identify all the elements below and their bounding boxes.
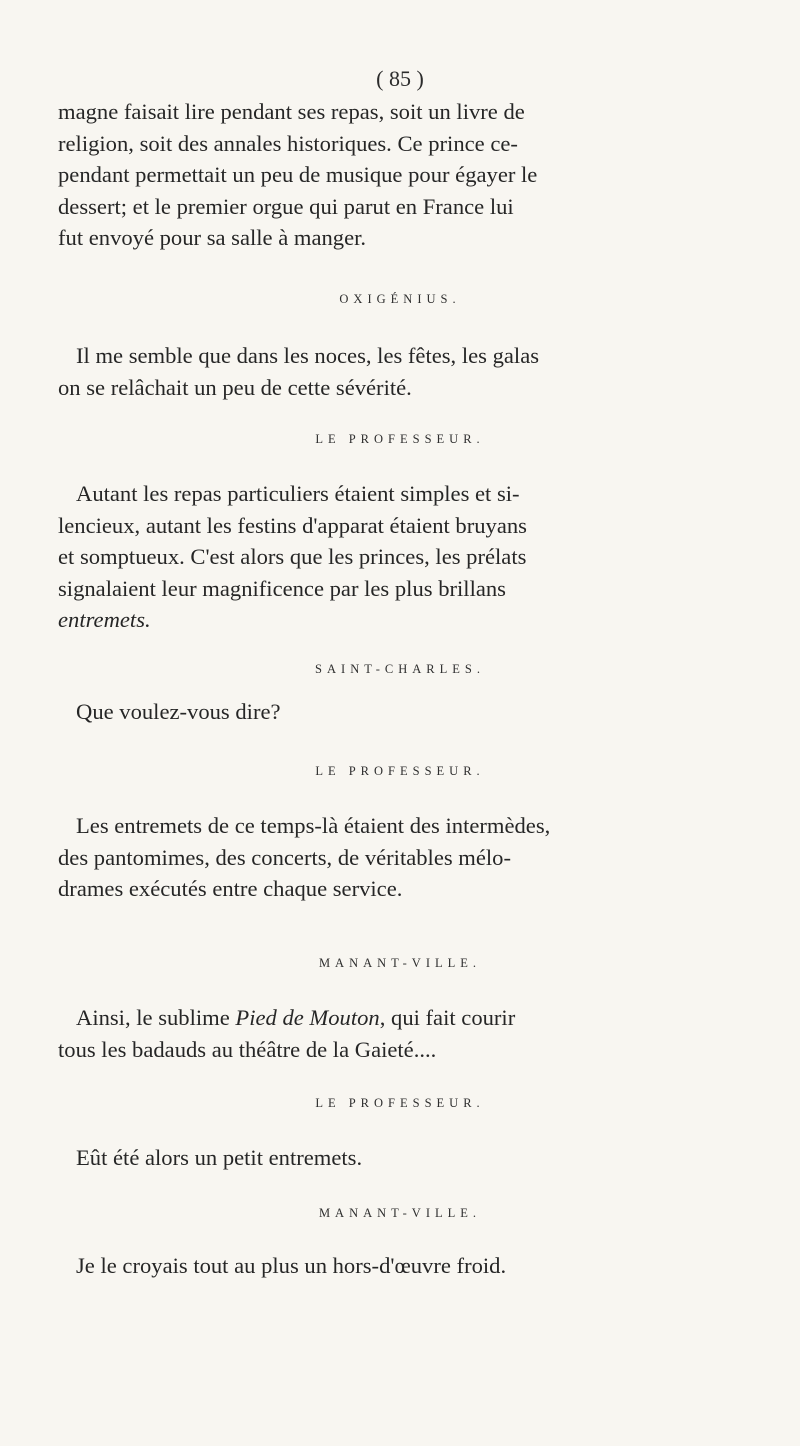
speaker-le-professeur: LE PROFESSEUR. [315,1096,485,1110]
text-line: Eût été alors un petit entremets. [76,1145,363,1170]
paragraph-noces-fetes [58,340,726,403]
paragraph-pied-de-mouton [58,1002,726,1065]
speaker-le-professeur: LE PROFESSEUR. [315,432,485,446]
speaker-le-professeur: LE PROFESSEUR. [315,764,485,778]
text-line: magne faisait lire pendant ses repas, soit un livre de [58,99,525,124]
text-line: religion, soit des annales historiques. Ce prince ce- [58,130,518,156]
speaker-manant-ville: MANANT-VILLE. [318,956,482,970]
paragraph-charlemagne-meals [58,96,726,254]
paragraph-autant-les-repas [58,478,726,636]
text-line: Il me semble que dans les noces, les fêtes, les galas [76,343,540,368]
text-line-segment: Ainsi, le sublime [76,1005,236,1030]
text-line: lencieux, autant les festins d'apparat étaient bruyans [58,512,527,538]
text-line: pendant permettait un peu de musique pour égayer le [58,162,538,188]
text-line: drames exécutés entre chaque service. [58,876,403,902]
text-line: on se relâchait un peu de cette sévérité. [58,374,412,400]
text-line: des pantomimes, des concerts, de véritables mélo- [58,844,511,870]
speaker-saint-charles: SAINT-CHARLES. [315,662,485,676]
text-line: fut envoyé pour sa salle à manger. [58,225,367,251]
page-number: ( 85 ) [376,66,424,91]
text-line: Autant les repas particuliers étaient simples et si- [76,481,520,506]
text-line: dessert; et le premier orgue qui parut en France lui [58,193,514,219]
text-line: Les entremets de ce temps-là étaient des intermèdes, [76,813,551,838]
text-line: et somptueux. C'est alors que les princes, les prélats [58,544,527,570]
text-line: signalaient leur magnificence par les plus brillans [58,575,506,601]
paragraph-hors-d-oeuvre [58,1250,726,1282]
paragraph-petit-entremets [58,1142,726,1174]
speaker-oxigenius: OXIGÉNIUS. [339,292,461,306]
text-line: tous les badauds au théâtre de la Gaieté.... [58,1036,437,1062]
speaker-manant-ville: MANANT-VILLE. [318,1206,482,1220]
paragraph-les-entremets [58,810,726,905]
text-line: Je le croyais tout au plus un hors-d'œuvre froid. [76,1253,507,1278]
text-line-segment: , qui fait courir [379,1005,516,1030]
paragraph-que-voulez-vous [58,696,726,728]
text-line-italic: entremets. [58,607,151,633]
play-title: Pied de Mouton [235,1005,380,1030]
text-line: Que voulez-vous dire? [76,699,281,724]
